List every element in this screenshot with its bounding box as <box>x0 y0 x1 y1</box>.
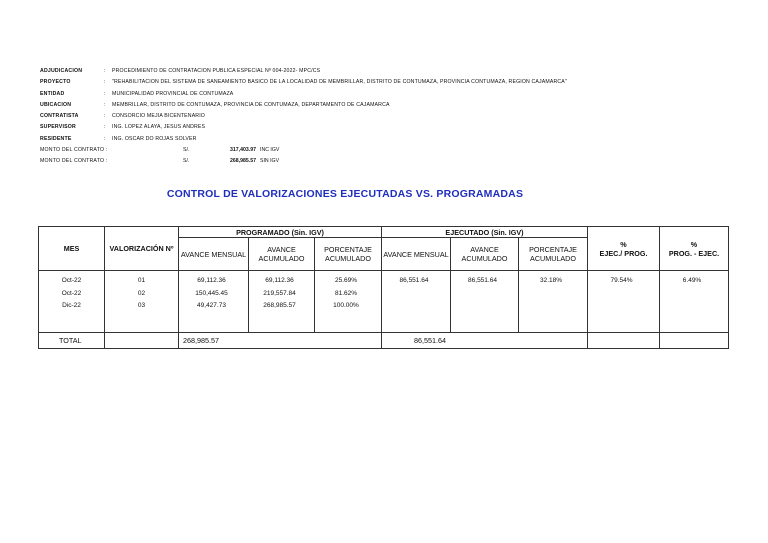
info-label: CONTRATISTA <box>40 113 79 120</box>
info-label: ADJUDICACION <box>40 68 83 74</box>
header-prog-avance-acumulado: AVANCE ACUMULADO <box>249 238 315 271</box>
cell-ejec-mensual: 86,551.64 <box>382 271 451 333</box>
header-mes: MES <box>39 227 105 271</box>
header-ejecutado: EJECUTADO (Sin. IGV) <box>382 227 588 238</box>
contract-info <box>40 66 567 168</box>
cell-valorizaciones: 01 02 03 <box>105 271 179 333</box>
contract-amount-inc-igv <box>40 145 567 156</box>
header-ejec-prog <box>588 227 660 271</box>
total-blank <box>588 333 660 349</box>
page-title: CONTROL DE VALORIZACIONES EJECUTADAS VS. PROGRAMADAS <box>166 188 524 200</box>
cell-ejec-porcentaje: 32.18% <box>519 271 588 333</box>
cell-ejec-acumulado: 86,551.64 <box>451 271 519 333</box>
currency-symbol: S/. <box>183 158 190 165</box>
total-ejecutado: 86,551.64 <box>382 333 588 349</box>
info-value: CONSORCIO MEJIA BICENTENARIO <box>112 113 205 120</box>
header-prog-ejec <box>660 227 729 271</box>
info-separator: : <box>104 68 106 74</box>
currency-symbol: S/. <box>183 147 190 154</box>
total-blank <box>105 333 179 349</box>
info-label: RESIDENTE <box>40 135 72 142</box>
header-ejec-porcentaje: PORCENTAJE ACUMULADO <box>519 238 588 271</box>
total-blank <box>660 333 729 349</box>
info-value: ING. OSCAR DO ROJAS SOLVER <box>112 135 197 142</box>
header-prog-porcentaje: PORCENTAJE ACUMULADO <box>315 238 382 271</box>
cell-meses: Oct-22 Oct-22 Dic-22 <box>39 271 105 333</box>
total-programado: 268,985.57 <box>179 333 382 349</box>
info-separator: : <box>104 113 106 120</box>
amount-value: 268,985.57 <box>230 158 256 165</box>
info-value: "REHABILITACION DEL SISTEMA DE SANEAMIENTO BASICO DE LA LOCALIDAD DE MEMBRILLAR, DISTRITO DE CONTUMAZA, PROVINCIA CONTUMAZA, REGION CAJAMARCA" <box>112 79 567 86</box>
amount-label: MONTO DEL CONTRATO : <box>40 158 108 165</box>
info-row-adjudicacion <box>40 66 567 77</box>
info-separator: : <box>104 101 106 108</box>
info-label: UBICACION <box>40 101 72 108</box>
amount-note: INC IGV <box>260 147 280 154</box>
info-row-ubicacion <box>40 100 567 111</box>
header-valorizacion: VALORIZACIÓN Nº <box>105 227 179 271</box>
cell-prog-porcentaje: 25.69% 81.62% 100.00% <box>315 271 382 333</box>
cell-prog-acumulado: 69,112.36 219,557.84 268,985.57 <box>249 271 315 333</box>
cell-prog-mensual: 69,112.36 150,445.45 49,427.73 <box>179 271 249 333</box>
cell-prog-ejec: 6.49% <box>660 271 729 333</box>
valorizaciones-table <box>38 226 729 349</box>
info-label: SUPERVISOR <box>40 124 76 131</box>
info-value: PROCEDIMIENTO DE CONTRATACION PUBLICA ESPECIAL Nº 004-2022- MPC/CS <box>112 68 321 74</box>
total-label: TOTAL <box>39 333 105 349</box>
amount-label: MONTO DEL CONTRATO : <box>40 147 108 154</box>
header-ejec-prog-symbol: % <box>620 239 627 249</box>
info-separator: : <box>104 124 106 131</box>
info-row-entidad <box>40 89 567 100</box>
info-row-supervisor <box>40 122 567 133</box>
info-label: PROYECTO <box>40 79 71 86</box>
header-ejec-avance-mensual: AVANCE MENSUAL <box>382 238 451 271</box>
header-ejec-avance-acumulado: AVANCE ACUMULADO <box>451 238 519 271</box>
header-prog-ejec-label: PROG. - EJEC. <box>668 248 720 258</box>
info-separator: : <box>104 90 106 97</box>
info-value: MEMBRILLAR, DISTRITO DE CONTUMAZA, PROVINCIA DE CONTUMAZA, DEPARTAMENTO DE CAJAMARCA <box>112 101 390 108</box>
contract-amount-sin-igv <box>40 156 567 167</box>
info-value: ING. LOPEZ ALAYA, JESUS ANDRES <box>112 124 206 131</box>
info-row-contratista <box>40 111 567 122</box>
amount-value: 317,403.97 <box>230 147 256 154</box>
info-value: MUNICIPALIDAD PROVINCIAL DE CONTUMAZA <box>112 90 234 97</box>
amount-note: SIN IGV <box>260 158 280 165</box>
info-separator: : <box>104 135 106 142</box>
header-prog-ejec-symbol: % <box>690 239 698 249</box>
header-ejec-prog-label: EJEC./ PROG. <box>599 248 648 258</box>
info-label: ENTIDAD <box>40 90 65 97</box>
info-separator: : <box>104 79 106 86</box>
info-row-proyecto <box>40 77 567 88</box>
cell-ejec-prog: 79.54% <box>588 271 660 333</box>
header-programado: PROGRAMADO (Sin. IGV) <box>179 227 382 238</box>
header-prog-avance-mensual: AVANCE MENSUAL <box>179 238 249 271</box>
info-row-residente <box>40 134 567 145</box>
